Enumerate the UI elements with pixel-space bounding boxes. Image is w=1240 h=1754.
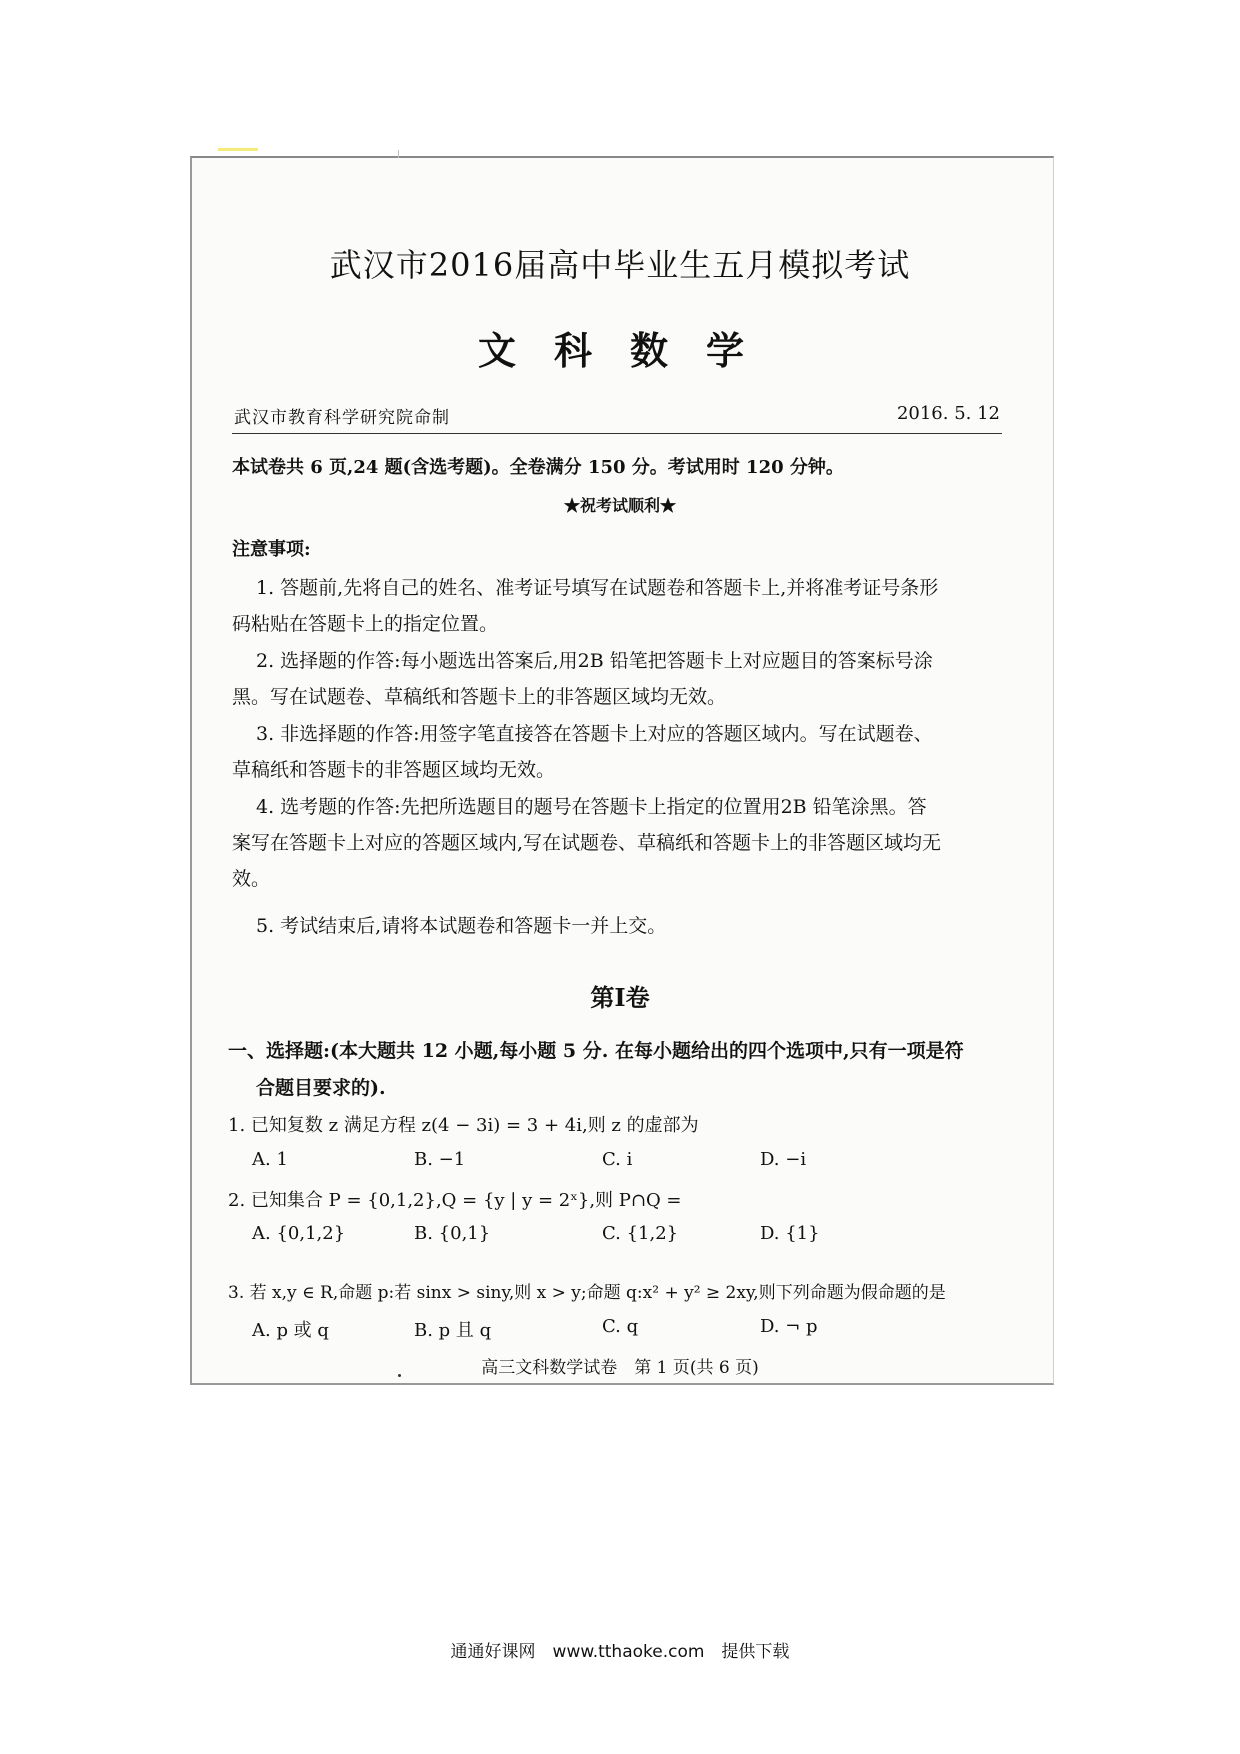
note-line: 草稿纸和答题卡的非答题区域均无效。 [232,759,556,781]
question-option: D. ¬ p [760,1316,818,1337]
exam-info: 本试卷共 6 页,24 题(含选考题)。全卷满分 150 分。考试用时 120 分钟。 [232,457,844,478]
exam-date: 2016. 5. 12 [896,403,1000,424]
question-option: A. p 或 q [252,1320,329,1341]
question-stem: 2. 已知集合 P = {0,1,2},Q = {y | y = 2ˣ},则 P∩Q = [228,1190,682,1211]
scan-highlight-mark [218,148,258,151]
scan-tick-mark [398,150,399,158]
part-heading: 一、选择题:(本大题共 12 小题,每小题 5 分. 在每小题给出的四个选项中,只有一项是符 [228,1040,964,1062]
note-line: 4. 选考题的作答:先把所选题目的题号在答题卡上指定的位置用2B 铅笔涂黑。答 [256,796,927,818]
part-heading-cont: 合题目要求的). [256,1077,386,1099]
question-option: B. p 且 q [414,1320,492,1341]
note-line: 3. 非选择题的作答:用签字笔直接答在答题卡上对应的答题区域内。写在试题卷、 [256,723,933,745]
question-stem: 1. 已知复数 z 满足方程 z(4 − 3i) = 3 + 4i,则 z 的虚部为 [228,1115,699,1136]
section-title: 第Ⅰ卷 [590,983,650,1012]
note-line: 2. 选择题的作答:每小题选出答案后,用2B 铅笔把答题卡上对应题目的答案标号涂 [256,650,933,672]
notes-heading: 注意事项: [232,539,311,560]
question-option: A. {0,1,2} [252,1223,346,1244]
exam-title: 武汉市2016届高中毕业生五月模拟考试 [329,246,911,284]
exam-subject: 文科数学 [477,328,782,373]
note-line: 码粘贴在答题卡上的指定位置。 [232,613,499,635]
question-option: C. q [602,1316,639,1337]
header-rule [232,433,1002,434]
note-line: 1. 答题前,先将自己的姓名、准考证号填写在试题卷和答题卡上,并将准考证号条形 [256,577,939,599]
question-option: D. {1} [760,1223,820,1244]
question-stem: 3. 若 x,y ∈ R,命题 p:若 sinx > siny,则 x > y;命题 q:x² + y² ≥ 2xy,则下列命题为假命题的是 [228,1283,946,1303]
page-footer: 高三文科数学试卷 第 1 页(共 6 页) [481,1358,759,1378]
exam-wish: ★祝考试顺利★ [563,496,676,515]
exam-organizer: 武汉市教育科学研究院命制 [234,408,450,428]
download-credit: 通通好课网 www.tthaoke.com 提供下载 [450,1642,790,1662]
note-line: 案写在答题卡上对应的答题区域内,写在试题卷、草稿纸和答题卡上的非答题区域均无 [232,832,942,854]
question-option: C. i [602,1149,633,1170]
note-line: 效。 [232,868,271,890]
note-line: 黑。写在试题卷、草稿纸和答题卡上的非答题区域均无效。 [232,686,727,708]
question-option: B. {0,1} [414,1223,491,1244]
question-option: A. 1 [252,1149,288,1170]
question-option: C. {1,2} [602,1223,679,1244]
question-option: D. −i [760,1149,807,1170]
question-option: B. −1 [414,1149,466,1170]
note-line: 5. 考试结束后,请将本试题卷和答题卡一并上交。 [256,915,667,937]
